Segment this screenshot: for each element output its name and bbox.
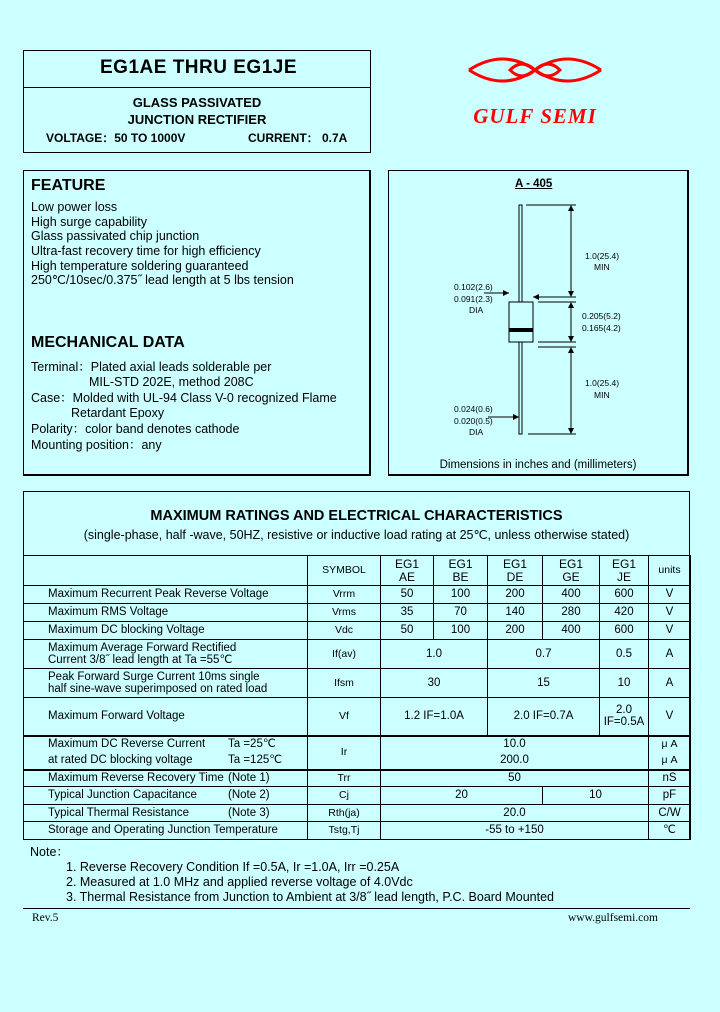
lead-length-bottom-min: MIN <box>594 390 610 400</box>
lead-length-top-min: MIN <box>594 262 610 272</box>
description-line1: GLASS PASSIVATED <box>132 95 262 110</box>
lead-length-bottom: 1.0(25.4) <box>585 378 620 388</box>
body-diameter-max: 0.102(2.6) <box>454 282 493 292</box>
notes-title: Note： <box>30 845 69 859</box>
table-row: Storage and Operating Junction Temperature Tstg,Tj -55 to +150 ℃ <box>24 822 691 840</box>
voltage-rating: VOLTAGE：50 TO 1000V <box>46 131 186 145</box>
table-row: Maximum Forward Voltage Vf 1.2 IF=1.0A 2.0 IF=0.7A 2.0 IF=0.5A V <box>24 698 691 736</box>
note-3: 3. Thermal Resistance from Junction to Ambient at 3/8˝ lead length, P.C. Board Mounted <box>66 890 555 904</box>
feature-item: Ultra-fast recovery time for high efficiency <box>31 244 261 258</box>
col-eg1de: EG1 DE <box>488 556 543 586</box>
symbol-header: SYMBOL <box>308 556 381 586</box>
revision: Rev.5 <box>32 912 59 924</box>
lead-diameter-dia: DIA <box>469 427 484 437</box>
body-diameter-dia: DIA <box>469 305 484 315</box>
col-eg1je: EG1 JE <box>600 556 649 586</box>
col-eg1ae: EG1 AE <box>381 556 434 586</box>
feature-item: Glass passivated chip junction <box>31 229 200 243</box>
lead-diameter-min: 0.020(0.5) <box>454 416 493 426</box>
mechanical-line: Mounting position：any <box>31 438 162 452</box>
table-row: Maximum RMS Voltage Vrms 35 70 140 280 420 V <box>24 604 691 622</box>
table-row: Typical Thermal Resistance (Note 3) Rth(ja) 20.0 C/W <box>24 805 691 822</box>
diode-outline-drawing <box>388 170 688 460</box>
param-header <box>24 556 308 586</box>
lead-diameter-max: 0.024(0.6) <box>454 404 493 414</box>
mechanical-line: MIL-STD 202E, method 208C <box>89 375 254 389</box>
table-row: Maximum DC blocking Voltage Vdc 50 100 200 400 600 V <box>24 622 691 640</box>
note-2: 2. Measured at 1.0 MHz and applied reverse voltage of 4.0Vdc <box>66 875 413 889</box>
cathode-band <box>509 328 533 332</box>
table-row: Typical Junction Capacitance (Note 2) Cj 20 10 pF <box>24 787 691 805</box>
col-eg1ge: EG1 GE <box>543 556 600 586</box>
table-row: Maximum DC Reverse Current Ta =25℃ Ir 10.0 μ A <box>24 736 691 753</box>
mechanical-line: Terminal：Plated axial leads solderable per <box>31 360 272 374</box>
body-diameter-min: 0.091(2.3) <box>454 294 493 304</box>
body-length-max: 0.205(5.2) <box>582 311 621 321</box>
note-1: 1. Reverse Recovery Condition If =0.5A, Ir =1.0A, Irr =0.25A <box>66 860 400 874</box>
dimensions-caption: Dimensions in inches and (millimeters) <box>439 459 637 471</box>
ratings-title: MAXIMUM RATINGS AND ELECTRICAL CHARACTERISTICS <box>150 508 563 524</box>
mechanical-line: Case：Molded with UL-94 Class V-0 recognized Flame <box>31 391 337 405</box>
lead-length-top: 1.0(25.4) <box>585 251 620 261</box>
table-header-row <box>24 556 691 586</box>
mechanical-line: Polarity：color band denotes cathode <box>31 422 240 436</box>
feature-item: High surge capability <box>31 215 148 229</box>
table-row: Maximum Average Forward Rectified Current 3/8˝ lead length at Ta =55℃ If(av) 1.0 0.7 0.5 A <box>24 640 691 669</box>
part-range-title: EG1AE THRU EG1JE <box>100 57 297 78</box>
feature-item: High temperature soldering guaranteed <box>31 259 249 273</box>
ratings-table <box>23 555 691 840</box>
table-row: Maximum Recurrent Peak Reverse Voltage Vrrm 50 100 200 400 600 V <box>24 586 691 604</box>
col-eg1be: EG1 BE <box>434 556 488 586</box>
units-header: units <box>649 556 691 586</box>
table-row: at rated DC blocking voltage Ta =125℃ 200.0 μ A <box>24 753 691 770</box>
body-length-min: 0.165(4.2) <box>582 323 621 333</box>
ratings-subtitle: (single-phase, half -wave, 50HZ, resistive or inductive load rating at 25℃, unless otherwise stated) <box>83 528 630 542</box>
table-row: Peak Forward Surge Current 10ms single half sine-wave superimposed on rated load Ifsm 30 15 10 A <box>24 669 691 698</box>
table-row: Maximum Reverse Recovery Time (Note 1) Trr 50 nS <box>24 770 691 787</box>
description-line2: JUNCTION RECTIFIER <box>127 112 267 127</box>
feature-item: 250℃/10sec/0.375˝ lead length at 5 lbs tension <box>31 273 294 287</box>
feature-title: FEATURE <box>31 177 106 194</box>
mechanical-line: Retardant Epoxy <box>71 406 165 420</box>
current-rating: CURRENT： 0.7A <box>248 131 348 145</box>
footer-rule <box>23 908 690 909</box>
package-name: A - 405 <box>515 178 553 190</box>
mechanical-title: MECHANICAL DATA <box>31 334 185 351</box>
feature-item: Low power loss <box>31 200 118 214</box>
website: www.gulfsemi.com <box>568 912 658 924</box>
brand-name: GULF SEMI <box>473 104 597 128</box>
